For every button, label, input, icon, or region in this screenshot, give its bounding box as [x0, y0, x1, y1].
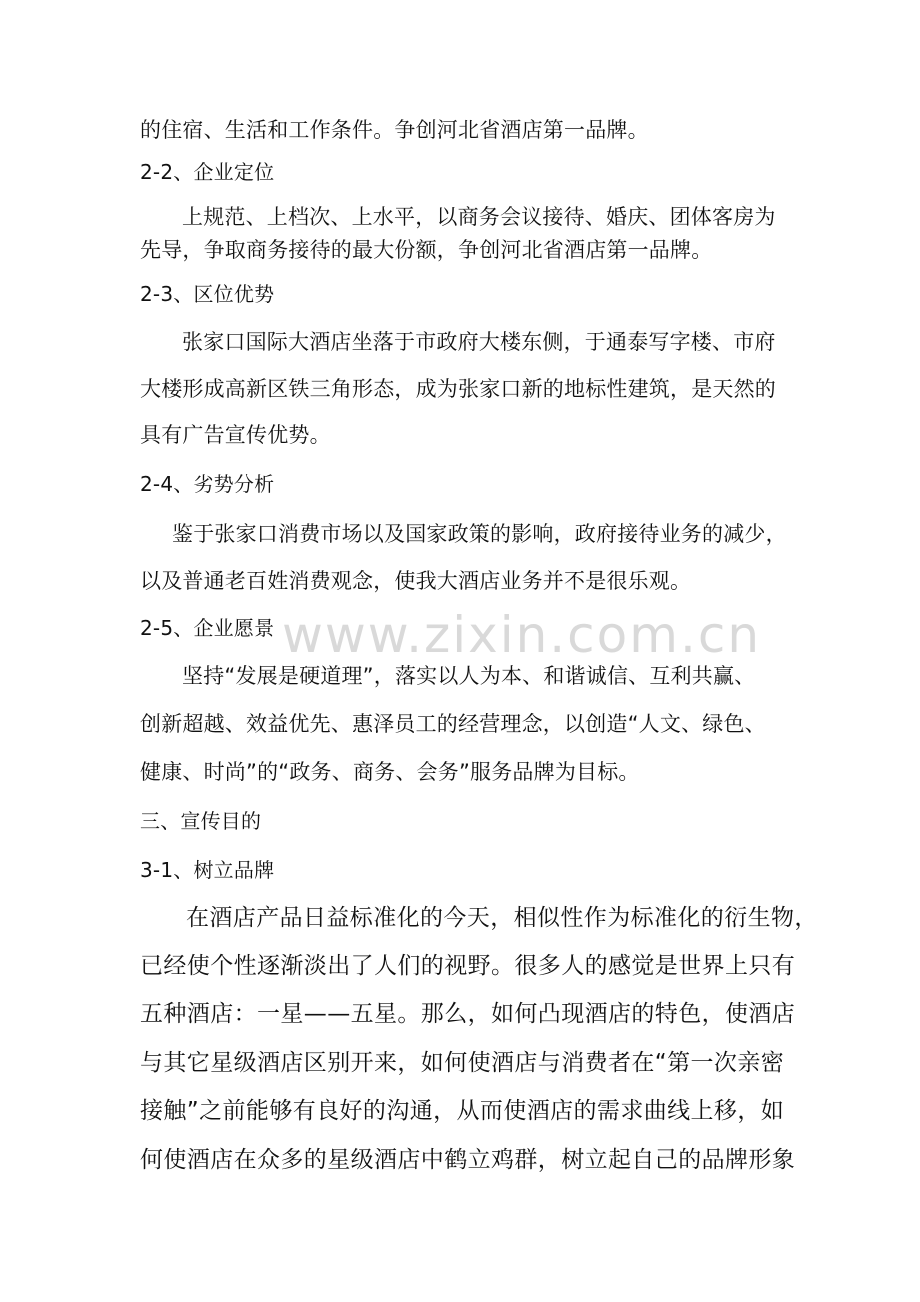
paragraph-line: 已经使个性逐渐淡出了人们的视野。很多人的感觉是世界上只有 — [140, 953, 796, 979]
paragraph-line: 的住宿、生活和工作条件。争创河北省酒店第一品牌。 — [140, 118, 649, 142]
section-heading-2-4: 2-4、劣势分析 — [140, 472, 275, 496]
paragraph-line: 坚持“发展是硬道理”，落实以人为本、和谐诚信、互利共赢、 — [182, 664, 756, 688]
paragraph-line: 创新超越、效益优先、惠泽员工的经营理念，以创造“人文、绿色、 — [140, 712, 766, 736]
section-heading-2-2: 2-2、企业定位 — [140, 160, 275, 184]
section-heading-2-5: 2-5、企业愿景 — [140, 616, 275, 640]
paragraph-line: 何使酒店在众多的星级酒店中鹤立鸡群，树立起自己的品牌形象 — [140, 1147, 796, 1173]
section-heading-3: 三、宣传目的 — [140, 809, 262, 833]
paragraph-line: 五种酒店：一星——五星。那么，如何凸现酒店的特色，使酒店 — [140, 1001, 796, 1027]
paragraph-line: 具有广告宣传优势。 — [140, 423, 331, 447]
paragraph-line: 先导，争取商务接待的最大份额，争创河北省酒店第一品牌。 — [140, 238, 713, 262]
section-heading-2-3: 2-3、区位优势 — [140, 282, 275, 306]
paragraph-line: 健康、时尚”的“政务、商务、会务”服务品牌为目标。 — [140, 760, 640, 784]
paragraph-line: 大楼形成高新区铁三角形态，成为张家口新的地标性建筑，是天然的 — [140, 377, 776, 401]
paragraph-line: 接触”之前能够有良好的沟通，从而使酒店的需求曲线上移，如 — [140, 1098, 785, 1124]
paragraph-line: 上规范、上档次、上水平，以商务会议接待、婚庆、团体客房为 — [182, 205, 776, 229]
paragraph-line: 与其它星级酒店区别开来，如何使酒店与消费者在“第一次亲密 — [140, 1050, 785, 1076]
paragraph-line: 以及普通老百姓消费观念，使我大酒店业务并不是很乐观。 — [140, 569, 692, 593]
paragraph-line: 张家口国际大酒店坐落于市政府大楼东侧，于通泰写字楼、市府 — [182, 330, 776, 354]
paragraph-line: 鉴于张家口消费市场以及国家政策的影响，政府接待业务的减少， — [172, 522, 787, 546]
section-heading-3-1: 3-1、树立品牌 — [140, 858, 275, 882]
watermark: www.zixin.com.cn — [282, 606, 762, 664]
paragraph-line: 在酒店产品日益标准化的今天，相似性作为标准化的衍生物， — [186, 905, 818, 931]
